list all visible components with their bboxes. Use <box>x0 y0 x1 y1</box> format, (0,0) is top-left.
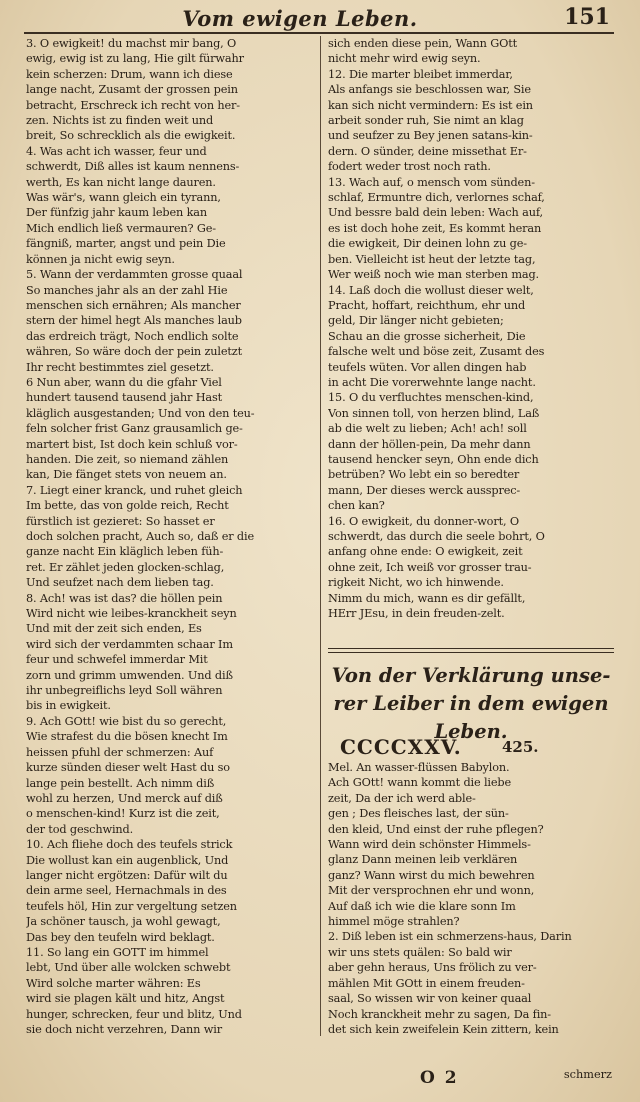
text-line: geld, Dir länger nicht gebieten; <box>328 314 504 328</box>
text-line: stern der himel hegt Als manches laub <box>26 314 242 328</box>
text-line: Schau an die grosse sicherheit, Die <box>328 329 526 343</box>
text-line: wird sich der verdammten schaar Im <box>26 637 233 651</box>
text-line: tausend hencker seyn, Ohn ende dich <box>328 452 539 466</box>
section-heading-line: Leben. <box>434 720 508 743</box>
text-line: betrüben? Wo lebt ein so beredter <box>328 468 520 482</box>
text-line: 14. Laß doch die wollust dieser welt, <box>328 283 534 297</box>
text-line: breit, So schrecklich als die ewigkeit. <box>26 129 236 143</box>
text-line: Von sinnen toll, von herzen blind, Laß <box>328 406 540 420</box>
left-column <box>26 36 316 1037</box>
text-line: ohne zeit, Ich weiß vor grosser trau- <box>328 560 532 574</box>
text-line: 6 Nun aber, wann du die gfahr Viel <box>26 375 222 389</box>
signature-mark: O 2 <box>420 1068 459 1088</box>
text-line: hunger, schrecken, feur und blitz, Und <box>26 1007 242 1021</box>
text-line: langer nicht ergötzen: Dafür wilt du <box>26 868 228 882</box>
hymn-number-arabic: 425. <box>502 738 539 756</box>
text-line: handen. Die zeit, so niemand zählen <box>26 452 229 466</box>
text-line: kläglich ausgestanden; Und von den teu- <box>26 406 255 420</box>
text-line: saal, So wissen wir von keiner quaal <box>328 992 532 1006</box>
text-line: ganz? Wann wirst du mich bewehren <box>328 868 535 882</box>
text-line: können ja nicht ewig seyn. <box>26 252 175 266</box>
text-line: aber gehn heraus, Uns frölich zu ver- <box>328 961 537 975</box>
text-line: Im bette, das von golde reich, Recht <box>26 499 229 513</box>
right-column-lower <box>328 760 614 1037</box>
text-line: bis in ewigkeit. <box>26 699 111 713</box>
text-line: ab die welt zu lieben; Ach! ach! soll <box>328 422 527 436</box>
text-line: lange nacht, Zusamt der grossen pein <box>26 83 238 97</box>
text-line: ben. Vielleicht ist heut der letzte tag, <box>328 252 536 266</box>
text-line: falsche welt und böse zeit, Zusamt des <box>328 345 545 359</box>
text-line: ganze nacht Ein kläglich leben füh- <box>26 545 224 559</box>
text-line: heissen pfuhl der schmerzen: Auf <box>26 745 214 759</box>
text-line: hundert tausend tausend jahr Hast <box>26 391 223 405</box>
text-line: mählen Mit GOtt in einem freuden- <box>328 976 525 990</box>
text-line: 16. O ewigkeit, du donner-wort, O <box>328 514 519 528</box>
text-line: 11. So lang ein GOTT im himmel <box>26 945 209 959</box>
section-heading-line: Von der Verklärung unse- <box>331 664 611 687</box>
text-line: rigkeit Nicht, wo ich hinwende. <box>328 576 504 590</box>
text-line: 15. O du verfluchtes menschen-kind, <box>328 391 534 405</box>
column-divider <box>320 36 321 1036</box>
text-line: Mit der versprochnen ehr und wonn, <box>328 884 535 898</box>
text-line: 8. Ach! was ist das? die höllen pein <box>26 591 223 605</box>
text-line: schlaf, Ermuntre dich, verlornes schaf, <box>328 191 545 205</box>
text-line: währen, So wäre doch der pein zuletzt <box>26 345 242 359</box>
text-line: 2. Diß leben ist ein schmerzens-haus, Darin <box>328 930 572 944</box>
text-line: lebt, Und über alle wolcken schwebt <box>26 961 231 975</box>
text-line: Mich endlich ließ vermauren? Ge- <box>26 221 216 235</box>
text-line: Wird nicht wie leibes-kranckheit seyn <box>26 607 237 621</box>
text-line: Ja schöner tausch, ja wohl gewagt, <box>26 915 221 929</box>
text-line: zeit, Da der ich werd able- <box>328 791 476 805</box>
text-line: kein scherzen: Drum, wann ich diese <box>26 67 233 81</box>
text-line: Mel. An wasser-flüssen Babylon. <box>328 761 510 774</box>
page-number: 151 <box>564 4 610 30</box>
text-line: teufels wüten. Vor allen dingen hab <box>328 360 527 374</box>
text-line: fürstlich ist gezieret: So hasset er <box>26 514 215 528</box>
text-line: Wird solche marter währen: Es <box>26 976 201 990</box>
section-heading-line: rer Leiber in dem ewigen <box>333 692 609 715</box>
text-line: werth, Es kan nicht lange dauren. <box>26 175 216 189</box>
text-line: sie doch nicht verzehren, Dann wir <box>26 1023 222 1036</box>
text-line: fängniß, marter, angst und pein Die <box>26 237 226 251</box>
text-line: arbeit sonder ruh, Sie nimt an klag <box>328 114 524 128</box>
text-line: lange pein bestellt. Ach nimm diß <box>26 776 215 790</box>
text-line: Nimm du mich, wann es dir gefällt, <box>328 591 526 605</box>
text-line: fodert weder trost noch rath. <box>328 160 491 174</box>
text-line: 12. Die marter bleibet immerdar, <box>328 67 513 81</box>
text-line: Die wollust kan ein augenblick, Und <box>26 853 229 867</box>
text-line: 9. Ach GOtt! wie bist du so gerecht, <box>26 714 227 728</box>
text-line: Auf daß ich wie die klare sonn Im <box>328 899 516 913</box>
text-line: ihr unbegreiflichs leyd Soll währen <box>26 684 223 698</box>
text-line: Wann wird dein schönster Himmels- <box>328 838 531 852</box>
text-line: in acht Die vorerwehnte lange nacht. <box>328 375 536 389</box>
text-line: dern. O sünder, deine missethat Er- <box>328 144 527 158</box>
text-line: mann, Der dieses werck aussprec- <box>328 483 521 497</box>
text-line: Was wär's, wann gleich ein tyrann, <box>26 191 221 205</box>
hymn-number-roman: CCCCXXV. <box>340 735 462 759</box>
text-line: himmel möge strahlen? <box>328 915 460 929</box>
text-line: 13. Wach auf, o mensch vom sünden- <box>328 175 535 189</box>
text-line: doch solchen pracht, Auch so, daß er die <box>26 530 255 543</box>
text-line: zorn und grimm umwenden. Und diß <box>26 668 233 682</box>
text-line: dann der höllen-pein, Da mehr dann <box>328 437 531 451</box>
text-line: die ewigkeit, Dir deinen lohn zu ge- <box>328 237 527 251</box>
text-line: wohl zu herzen, Und merck auf diß <box>26 791 223 805</box>
text-line: o menschen-kind! Kurz ist die zeit, <box>26 807 220 821</box>
text-line: teufels höl, Hin zur vergeltung setzen <box>26 899 237 913</box>
text-line: Wie strafest du die bösen knecht Im <box>26 730 228 744</box>
text-line: 3. O ewigkeit! du machst mir bang, O <box>26 37 237 50</box>
text-line: Und seufzet nach dem lieben tag. <box>26 576 214 590</box>
text-line: der tod geschwind. <box>26 822 134 836</box>
right-column-upper <box>328 36 614 621</box>
text-line: Ach GOtt! wann kommt die liebe <box>328 776 512 790</box>
text-line: Ihr recht bestimmtes ziel gesetzt. <box>26 360 214 374</box>
catchword: schmerz <box>563 1068 612 1081</box>
text-line: martert bist, Ist doch kein schluß vor- <box>26 437 238 451</box>
text-line: schwerdt, das durch die seele bohrt, O <box>328 530 545 543</box>
text-line: Der fünfzig jahr kaum leben kan <box>26 206 207 220</box>
text-line: wird sie plagen kält und hitz, Angst <box>26 992 225 1006</box>
text-line: schwerdt, Diß alles ist kaum nennens- <box>26 160 240 174</box>
text-line: dein arme seel, Hernachmals in des <box>26 884 227 898</box>
text-line: zen. Nichts ist zu finden weit und <box>26 114 214 128</box>
text-line: det sich kein zweifelein Kein zittern, kein <box>328 1022 559 1036</box>
text-line: So manches jahr als an der zahl Hie <box>26 283 228 297</box>
text-line: HErr JEsu, in dein freuden-zelt. <box>328 607 505 621</box>
text-line: kan, Die fänget stets von neuem an. <box>26 468 227 482</box>
text-line: Als anfangs sie beschlossen war, Sie <box>328 83 531 97</box>
running-header-title: Vom ewigen Leben. <box>182 6 418 31</box>
text-line: Das bey den teufeln wird beklagt. <box>26 930 215 944</box>
text-line: 5. Wann der verdammten grosse quaal <box>26 268 243 282</box>
text-line: Noch kranckheit mehr zu sagen, Da fin- <box>328 1007 551 1021</box>
section-heading <box>328 662 614 746</box>
text-line: menschen sich ernähren; Als mancher <box>26 298 241 312</box>
text-line: feur und schwefel immerdar Mit <box>26 653 208 667</box>
text-line: das erdreich trägt, Noch endlich solte <box>26 329 239 343</box>
text-line: Pracht, hoffart, reichthum, ehr und <box>328 298 526 312</box>
text-line: kan sich nicht vermindern: Es ist ein <box>328 98 533 112</box>
text-line: wir uns stets quälen: So bald wir <box>328 945 512 959</box>
text-line: ret. Er zählet jeden glocken-schlag, <box>26 560 225 574</box>
text-line: 4. Was acht ich wasser, feur und <box>26 144 207 158</box>
text-line: nicht mehr wird ewig seyn. <box>328 52 481 66</box>
text-line: anfang ohne ende: O ewigkeit, zeit <box>328 545 523 559</box>
text-line: ewig, ewig ist zu lang, Hie gilt fürwahr <box>26 52 244 66</box>
text-line: glanz Dann meinen leib verklären <box>328 853 518 867</box>
text-line: und seufzer zu Bey jenen satans-kin- <box>328 129 533 143</box>
text-line: betracht, Erschreck ich recht von her- <box>26 98 240 112</box>
text-line: kurze sünden dieser welt Hast du so <box>26 761 230 775</box>
text-line: chen kan? <box>328 499 385 513</box>
text-line: sich enden diese pein, Wann GOtt <box>328 37 518 50</box>
text-line: Und mit der zeit sich enden, Es <box>26 622 202 636</box>
text-line: 7. Liegt einer kranck, und ruhet gleich <box>26 483 243 497</box>
text-line: Und bessre bald dein leben: Wach auf, <box>328 206 543 220</box>
text-line: Wer weiß noch wie man sterben mag. <box>328 268 539 282</box>
text-line: feln solcher frist Ganz grausamlich ge- <box>26 422 243 436</box>
text-line: gen ; Des fleisches last, der sün- <box>328 807 509 821</box>
section-divider-rule <box>328 648 614 653</box>
text-line: 10. Ach fliehe doch des teufels strick <box>26 838 233 852</box>
text-line: den kleid, Und einst der ruhe pflegen? <box>328 822 544 836</box>
text-line: es ist doch hohe zeit, Es kommt heran <box>328 221 542 235</box>
header-rule <box>24 32 614 34</box>
